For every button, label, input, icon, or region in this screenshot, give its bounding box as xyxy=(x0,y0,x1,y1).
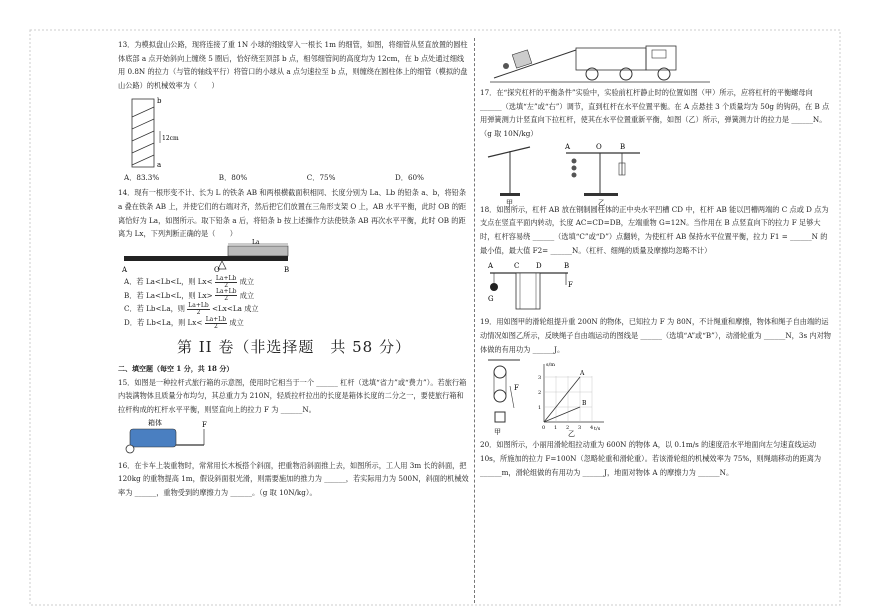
q17-label-o: O xyxy=(596,142,602,151)
q14-opt-c-pre: C．若 Lb<La，则 xyxy=(124,304,185,314)
q13-option-d[interactable]: D．60% xyxy=(395,172,424,182)
q14-option-c[interactable] xyxy=(124,302,470,316)
q19-label-yi: 乙 xyxy=(568,430,575,439)
q13-options xyxy=(124,171,424,185)
q19-x-tick-3: 3 xyxy=(578,425,582,432)
question-20 xyxy=(480,438,832,479)
q19-st-chart xyxy=(538,362,604,432)
q14-label-la: La xyxy=(252,239,260,247)
q19-y-tick-3: 3 xyxy=(538,375,542,382)
frac-den: 2 xyxy=(224,281,229,289)
question-13 xyxy=(118,38,470,184)
q18-label-b: B xyxy=(564,262,570,271)
q19-x-label: t/s xyxy=(594,426,601,433)
q14-option-a[interactable] xyxy=(124,275,470,289)
q19-y-tick-2: 2 xyxy=(538,390,542,397)
q14-lever-figure xyxy=(118,241,418,275)
q14-opt-a-frac xyxy=(215,276,237,289)
question-16 xyxy=(118,459,470,500)
q17-label-jia: 甲 xyxy=(506,198,513,207)
section-title: 第 II 卷（非选择题 共 58 分） xyxy=(176,337,411,356)
q17-label-b: B xyxy=(620,142,626,151)
q14-opt-a-post: 成立 xyxy=(239,277,255,287)
q18-label-d: D xyxy=(536,262,542,271)
left-column xyxy=(118,38,470,502)
q15-label-f: F xyxy=(202,420,207,429)
q13-label-a: a xyxy=(157,160,162,169)
question-14 xyxy=(118,186,470,329)
question-15 xyxy=(118,376,470,457)
question-18 xyxy=(480,203,832,314)
q19-x-tick-2: 2 xyxy=(566,425,570,432)
q14-label-o: O xyxy=(214,266,220,275)
q14-opt-a-pre: A．若 La<Lb<L，则 Lx< xyxy=(124,277,213,287)
q18-label-g: G xyxy=(488,295,494,304)
q13-option-c[interactable]: C．75% xyxy=(306,172,336,182)
q19-label-jia: 甲 xyxy=(494,428,501,437)
q19-label-b: B xyxy=(582,400,587,408)
frac-den: 2 xyxy=(224,295,229,303)
q14-opt-b-frac xyxy=(215,289,237,302)
q14-opt-b-post: 成立 xyxy=(239,290,255,300)
q14-label-b: B xyxy=(284,266,290,275)
q19-line-a xyxy=(544,377,580,422)
q19-x-tick-4: 4 xyxy=(590,425,594,432)
q14-option-b[interactable] xyxy=(124,289,470,303)
q15-text: 15．如图是一种拉杆式旅行箱的示意图，使用时它相当于一个 ______ 杠杆（选填“省力”或“费力”）。若旅行箱内装满物体且质量分布均匀，其总重力为 210N，轻质拉杆拉出的长度是箱体长度的二分之一，要使旅行箱和拉杆构成的杠杆水平平衡，则竖直向上的拉力 F 为 ______N。 xyxy=(118,377,467,414)
q19-label-f: F xyxy=(514,384,519,393)
q14-opt-c-frac xyxy=(187,303,209,316)
q19-y-tick-1: 1 xyxy=(538,405,542,412)
q16-truck-figure xyxy=(480,38,720,86)
q13-option-a[interactable]: A．83.3% xyxy=(124,172,160,182)
q14-opt-d-post: 成立 xyxy=(229,318,244,328)
frac-num: La+Lb xyxy=(205,315,227,323)
right-column xyxy=(480,38,832,481)
q18-label-a: A xyxy=(488,262,494,271)
q19-line-b xyxy=(544,407,580,422)
q18-label-c: C xyxy=(514,262,520,271)
frac-num: La+Lb xyxy=(216,288,237,296)
q19-text: 19．用如图甲的滑轮组提升重 200N 的物体，已知拉力 F 为 80N，不计绳重和摩擦，物体和绳子自由端的运动情况如图乙所示，反映绳子自由端运动的图线是 ______（选填“A”或“B”），动滑轮重为 ______N，3s 内对物体做的有用功为 ______J。 xyxy=(480,317,831,354)
q13-label-b: b xyxy=(157,96,162,105)
q14-text: 14．现有一根形变不计、长为 L 的铁条 AB 和两根横截面积相同、长度分别为 La、Lb 的铅条 a、b，将铅条 a 叠在铁条 AB 上，并使它们的右端对齐，然后把它们放置在三角形支架 O 上，AB 水平平衡，此时 OB 的距离恰好为 La，如图所示。取下铅条 a 后，将铅条 b 按上述操作方法使铁条 AB 再次水平平衡，此时 OB 的距离为 Lx，下列判断正确的是（ ） xyxy=(118,188,467,239)
frac-num: La+Lb xyxy=(188,301,209,309)
q19-x-tick-1: 1 xyxy=(554,425,558,432)
q19-pulley-figure xyxy=(480,356,680,439)
q18-lever-figure xyxy=(480,257,600,313)
q14-opt-c-post: <Lx<La 成立 xyxy=(212,304,259,314)
frac-den: 2 xyxy=(196,308,201,316)
q13-option-b[interactable]: B．80% xyxy=(218,172,248,182)
q17-lever-figure xyxy=(480,141,680,207)
q14-label-a: A xyxy=(122,266,128,275)
q18-text: 18．如图所示，杠杆 AB 放在钢制圆柱体的正中央水平凹槽 CD 中，杠杆 AB 能以凹槽两端的 C 点或 D 点为支点在竖直平面内转动，长度 AC=CD=DB，左端重物 G=12N。当作用在 B 点竖直向下的拉力 F 足够大时，杠杆容易绕 ______（选填“C”或“D”）点翻转，为使杠杆 AB 保持水平位置平衡，拉力 F1 = ______N 的最小值，最大值 F2= ______N。（杠杆、细绳的质量及摩擦均忽略不计） xyxy=(480,204,829,255)
question-17 xyxy=(480,86,832,207)
q14-opt-d-pre: D．若 Lb<La，则 Lx< xyxy=(124,318,203,328)
q13-cylinder-figure xyxy=(118,93,238,171)
part-heading: 二、填空题（每空 1 分，共 18 分） xyxy=(118,364,234,374)
q20-text: 20．如图所示，小丽用滑轮组拉动重为 600N 的物体 A，以 0.1m/s 的速度沿水平地面向左匀速直线运动 10s，所施加的拉力 F=100N（忽略轮重和滑轮重）。若该滑轮组的机械效率为 75%，则绳端移动的距离为 ______m，滑轮组做的有用功为 ______J，地面对物体 A 的摩擦力为 ______N。 xyxy=(480,440,822,477)
frac-num: La+Lb xyxy=(215,274,237,282)
q19-label-a: A xyxy=(580,370,585,378)
question-19 xyxy=(480,315,832,439)
q17-label-yi: 乙 xyxy=(598,198,605,207)
q14-opt-b-pre: B．若 La<Lb<L，则 Lx> xyxy=(124,290,213,300)
q13-label-h: 12cm xyxy=(162,134,179,142)
column-divider xyxy=(474,38,475,603)
q15-label-box: 箱体 xyxy=(148,418,162,427)
q15-suitcase-figure xyxy=(118,417,238,457)
q17-label-a: A xyxy=(565,142,571,151)
q14-opt-d-frac xyxy=(205,317,227,330)
frac-den: 2 xyxy=(213,322,218,330)
q19-y-label: s/m xyxy=(546,362,555,369)
q19-x-tick-0: 0 xyxy=(542,425,546,432)
q16-text: 16．在卡车上装重物时，常常用长木板搭个斜面，把重物沿斜面推上去，如图所示，工人用 3m 长的斜面，把 120kg 的重物提高 1m，假设斜面很光滑，则需要施加的推力为 ______，若实际用力为 500N，斜面的机械效率为 ______，重物受到的摩擦力为 ______。（g 取 10N/kg）。 xyxy=(118,460,469,497)
q18-label-f: F xyxy=(568,281,573,290)
q14-option-d[interactable] xyxy=(124,316,470,330)
q17-text: 17．在“探究杠杆的平衡条件”实验中，实验前杠杆静止时的位置如图（甲）所示，应将杠杆的平衡螺母向 ______（选填“左”或“右”）调节，直到杠杆在水平位置平衡。在 A 点悬挂 3 个质量均为 50g 的钩码，在 B 点用弹簧测力计竖直向下拉杠杆，使其在水平位置重新平衡，如图（乙）所示，弹簧测力计的拉力是 ______N。（g 取 10N/kg） xyxy=(480,88,830,139)
q13-text: 13．为模拟盘山公路，现将连接了重 1N 小球的细线穿入一根长 1m 的细管，如图，将细管从竖直放置的圆柱体底部 a 点开始斜向上缠绕 5 圈后，恰好绕至顶部 b 点，相邻细管间的高度均为 12cm，在 b 点处通过细线用 0.8N 的拉力（与管的轴线平行）将管口的小球从 a 点匀速拉至 b 点，则缠绕在圆柱体上的细管（模拟的盘山公路）的机械效率为（ ） xyxy=(118,40,468,91)
